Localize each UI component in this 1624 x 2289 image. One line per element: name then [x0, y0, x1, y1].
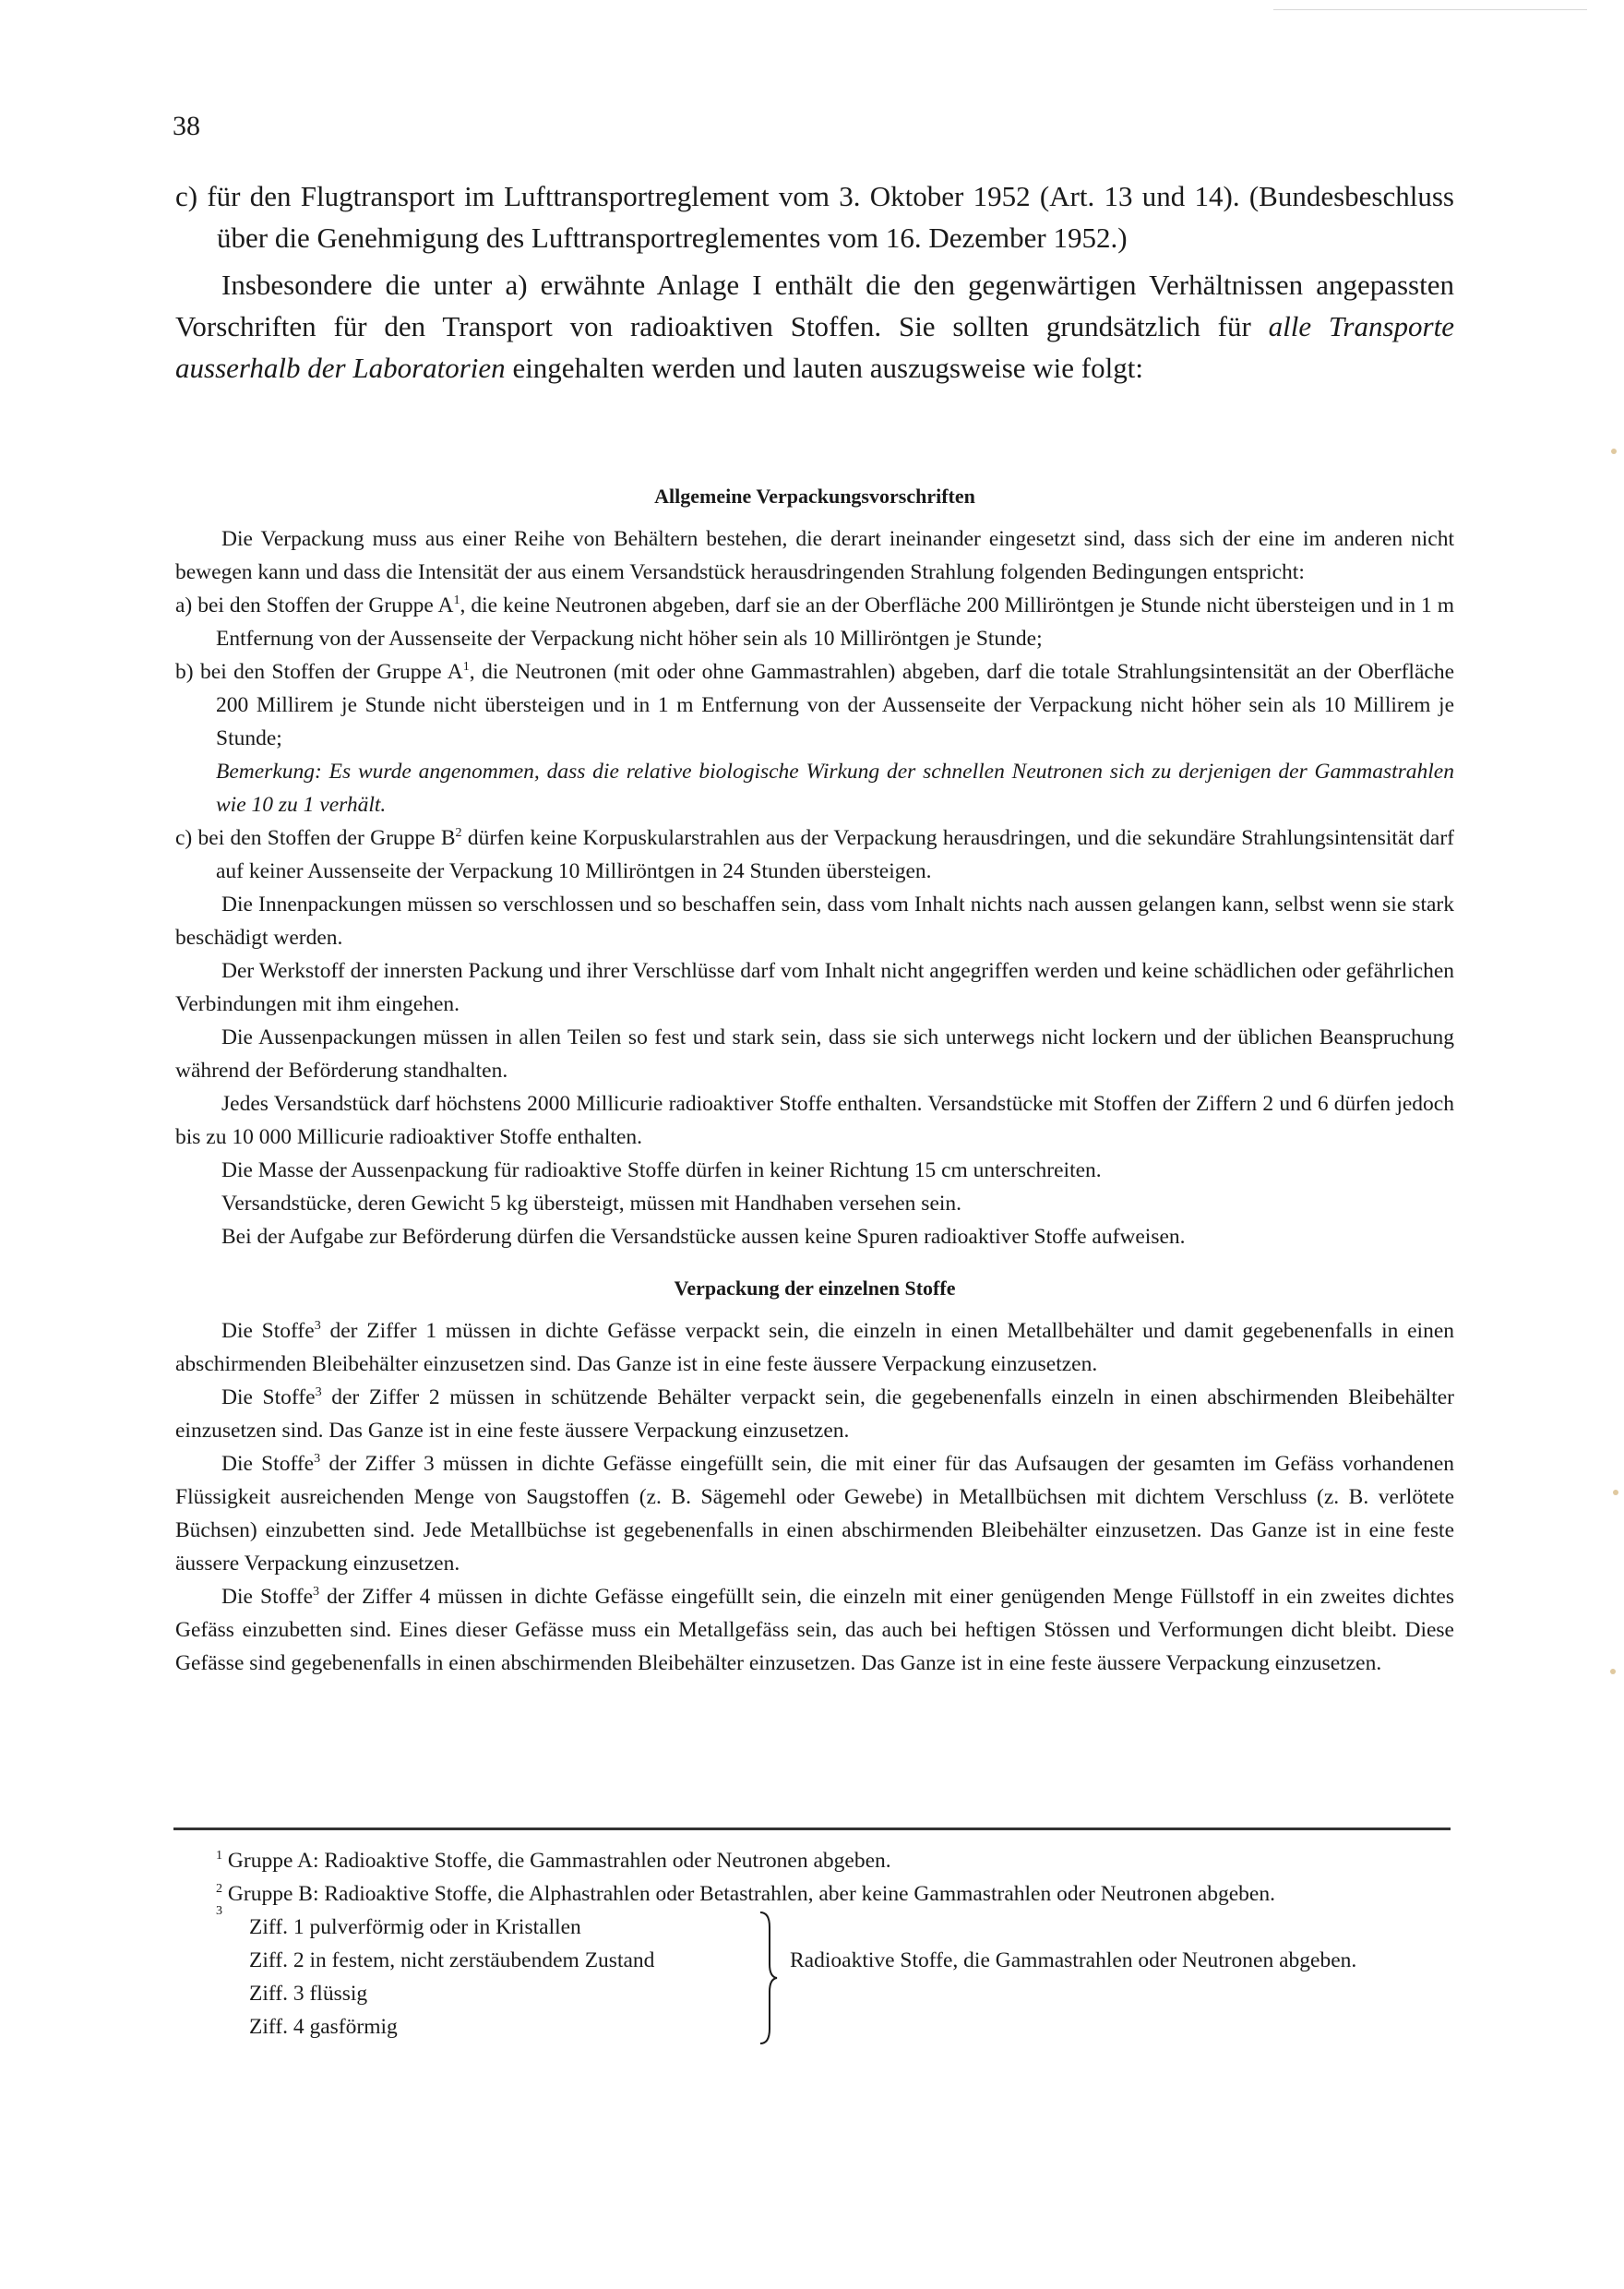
paper-speck [1613, 1490, 1618, 1495]
paragraph-ziffer-1 [175, 1314, 1454, 1381]
footnote-ref: 1 [453, 593, 460, 608]
paragraph-outer-packaging: Die Aussenpackungen müssen in allen Teilen so fest und stark sein, dass sie sich unterwegs nicht lockern und der üblichen Beanspruchung während der Beförderung standhalten. [175, 1025, 1454, 1083]
list-item-a-start: a) bei den Stoffen der Gruppe A [175, 593, 454, 617]
scan-edge-line [1273, 9, 1587, 10]
paragraph-material: Der Werkstoff der innersten Packung und ihrer Verschlüsse darf vom Inhalt nicht angegriffen werden und keine schädlichen oder gefährlichen Verbindungen mit ihm eingehen. [175, 959, 1454, 1016]
ziff-2: Ziff. 2 in festem, nicht zerstäubendem Zustand [249, 1948, 655, 1972]
footnote-2 [175, 1877, 1454, 1911]
paper-speck [1610, 1669, 1616, 1674]
list-item-c [175, 821, 1454, 888]
ziffer-2-text: der Ziffer 2 müssen in schützende Behälter verpackt sein, die gegebenenfalls einzeln in einen abschirmenden Bleibehälter einzusetzen sind. Das Ganze ist in eine feste äussere Verpackung einzusetzen. [175, 1385, 1454, 1443]
list-item-b-start: b) bei den Stoffen der Gruppe A [175, 660, 463, 684]
heading-general-packaging: Allgemeine Verpackungsvorschriften [654, 485, 975, 508]
heading-individual-substances: Verpackung der einzelnen Stoffe [674, 1276, 956, 1300]
footnote-2-text: Gruppe B: Radioaktive Stoffe, die Alphastrahlen oder Betastrahlen, aber keine Gammastrahlen oder Neutronen abgeben. [222, 1882, 1275, 1906]
paper-speck [1611, 449, 1617, 454]
list-item-c-start: c) bei den Stoffen der Gruppe B [175, 826, 456, 850]
ziff-1: Ziff. 1 pulverförmig oder in Kristallen [249, 1915, 581, 1939]
footnote-ref: 2 [455, 825, 462, 841]
intro-item-c: c) für den Flugtransport im Lufttransportreglement vom 3. Oktober 1952 (Art. 13 und 14). (Bundesbeschluss über die Genehmigung des Lufttransportreglementes vom 16. Dezember 1952.) [175, 180, 1454, 254]
footnote-ref: 3 [314, 1451, 321, 1467]
footnote-ref: 3 [314, 1318, 321, 1334]
paragraph-contamination: Bei der Aufgabe zur Beförderung dürfen die Versandstücke aussen keine Spuren radioaktiver Stoffe aufweisen. [221, 1225, 1186, 1249]
footnote-1-text: Gruppe A: Radioaktive Stoffe, die Gammastrahlen oder Neutronen abgeben. [222, 1849, 891, 1873]
section-gap [175, 1253, 1454, 1272]
footnote-1 [175, 1844, 1454, 1877]
ziff-4: Ziff. 4 gasförmig [249, 2015, 398, 2039]
ziff-3: Ziff. 3 flüssig [249, 1982, 368, 2006]
paragraph-ziffer-2 [175, 1381, 1454, 1447]
ziffer-1-text: der Ziffer 1 müssen in dichte Gefässe verpackt sein, die einzeln in einen Metallbehälter und damit gegebenenfalls in einen abschirmenden Bleibehälter einzusetzen sind. Das Ganze ist in eine feste äussere Verpackung einzusetzen. [175, 1319, 1454, 1376]
footnote-ref: 1 [462, 659, 470, 675]
stoffe-label: Die Stoffe [221, 1319, 315, 1343]
footnote-ref: 3 [315, 1384, 322, 1400]
stoffe-label: Die Stoffe [221, 1585, 313, 1609]
stoffe-label: Die Stoffe [221, 1385, 316, 1409]
paragraph-packaging-intro: Die Verpackung muss aus einer Reihe von Behältern bestehen, die derart ineinander eingesetzt sind, dass sich der eine im anderen nicht bewegen kann und dass die Intensität der aus einem Versandstück herausdringenden Strahlung folgenden Bedingungen entspricht: [175, 527, 1454, 584]
ziff-shared-description: Radioaktive Stoffe, die Gammastrahlen oder Neutronen abgeben. [790, 1948, 1357, 1972]
paragraph-ziffer-4 [175, 1580, 1454, 1680]
footnote-ref: 3 [313, 1584, 320, 1600]
paragraph-handles: Versandstücke, deren Gewicht 5 kg übersteigt, müssen mit Handhaben versehen sein. [221, 1192, 962, 1216]
paragraph-ziffer-3 [175, 1447, 1454, 1580]
list-item-b-end: , die Neutronen (mit oder ohne Gammastrahlen) abgeben, darf die totale Strahlungsintensität an der Oberfläche 200 Millirem je Stunde nicht übersteigen und in 1 m Entfernung von der Aussenseite der Verpackung nicht höher sein als 10 Millirem je Stunde; [216, 660, 1454, 750]
list-item-c-end: dürfen keine Korpuskularstrahlen aus der Verpackung herausdringen, und die sekundäre Strahlungsintensität darf auf keiner Aussenseite der Verpackung 10 Milliröntgen in 24 Stunden übersteigen. [216, 826, 1454, 883]
paragraph-dimensions: Die Masse der Aussenpackung für radioaktive Stoffe dürfen in keiner Richtung 15 cm unterschreiten. [221, 1158, 1102, 1182]
intro-text-italic: alle Transporte ausserhalb der Laboratorien [175, 310, 1454, 384]
footnote-mark: 1 [216, 1848, 223, 1864]
regulations-body [175, 480, 1454, 1680]
paragraph-inner-packaging: Die Innenpackungen müssen so verschlossen und so beschaffen sein, dass vom Inhalt nichts nach aussen gelangen kann, selbst wenn sie stark beschädigt werden. [175, 893, 1454, 950]
intro-text-start: Insbesondere die unter a) erwähnte Anlage I enthält die den gegenwärtigen Verhältnissen angepassten Vorschriften für den Transport von radioaktiven Stoffen. Sie sollten grundsätzlich für [175, 269, 1454, 342]
list-item-b [175, 655, 1454, 755]
remark-note: Bemerkung: Es wurde angenommen, dass die relative biologische Wirkung der schnellen Neutronen sich zu derjenigen der Gammastrahlen wie 10 zu 1 verhält. [216, 760, 1454, 817]
footnotes [175, 1844, 1454, 2049]
paragraph-millicurie-limit: Jedes Versandstück darf höchstens 2000 Millicurie radioaktiver Stoffe enthalten. Versandstücke mit Stoffen der Ziffern 2 und 6 dürfen jedoch bis zu 10 000 Millicurie radioaktiver Stoffe enthalten. [175, 1092, 1454, 1149]
stoffe-label: Die Stoffe [221, 1452, 315, 1476]
ziffer-4-text: der Ziffer 4 müssen in dichte Gefässe eingefüllt sein, die einzeln mit einer genügenden Menge Füllstoff in ein zweites dichtes Gefäss einzubetten sind. Eines dieser Gefässe muss ein Metallgefäss sein, das auch bei heftigen Stössen und Verformungen dicht bleibt. Diese Gefässe sind gegebenenfalls in einen abschirmenden Bleibehälter einzusetzen. Das Ganze ist in eine feste äussere Verpackung einzusetzen. [175, 1585, 1454, 1675]
intro-section [175, 175, 1454, 389]
intro-text-end: eingehalten werden und lauten auszugsweise wie folgt: [505, 352, 1143, 384]
page-number: 38 [173, 111, 200, 141]
ziffer-3-text: der Ziffer 3 müssen in dichte Gefässe eingefüllt sein, die mit einer für das Aufsaugen der gesamten im Gefäss vorhandenen Flüssigkeit ausreichenden Menge von Saugstoffen (z. B. Sägemehl oder Gewebe) in Metallbüchsen mit dichtem Verschluss (z. B. verlötete Büchsen) einzubetten sind. Jede Metallbüchse ist gegebenenfalls in einen abschirmenden Bleibehälter einzusetzen. Das Ganze ist in eine feste äussere Verpackung einzusetzen. [175, 1452, 1455, 1576]
list-item-a [175, 589, 1454, 655]
footnote-mark: 2 [216, 1881, 223, 1897]
footnote-3: 3 Ziff. 1 pulverförmig oder in Kristallen Ziff. 2 in festem, nicht zerstäubendem Zustand Ziff. 3 flüssig Ziff. 4 gasförmig Radioaktive Stoffe, die Gammastrahlen oder Neutronen abgeben. [175, 1911, 1454, 2049]
footnote-divider [173, 1828, 1451, 1830]
intro-paragraph [175, 264, 1454, 389]
right-brace-icon [757, 1909, 781, 2047]
list-item-a-end: , die keine Neutronen abgeben, darf sie an der Oberfläche 200 Milliröntgen je Stunde nicht übersteigen und in 1 m Entfernung von der Aussenseite der Verpackung nicht höher sein als 10 Milliröntgen je Stunde; [216, 593, 1455, 651]
